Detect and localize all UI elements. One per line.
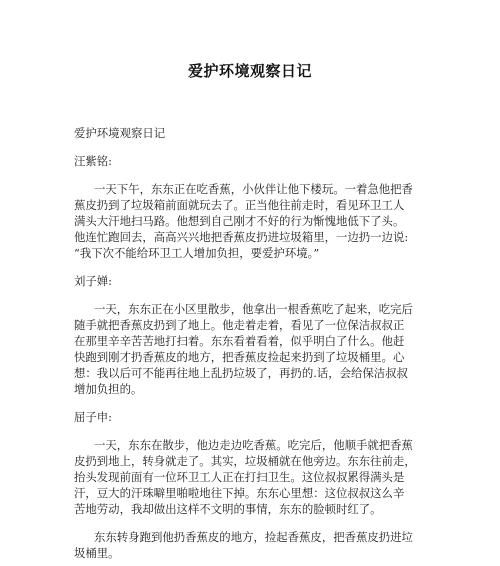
- paragraph-line: 汗，豆大的汗珠噼里啪啦地往下掉。东东心里想：这位叔叔这么辛: [74, 486, 405, 500]
- paragraph-line: 一天，东东在散步，他边走边吃香蕉。吃完后，他顺手就把香蕉: [94, 438, 413, 452]
- paragraph-line: 皮扔到地上，转身就走了。其实，垃圾桶就在他旁边。东东往前走，: [74, 454, 416, 468]
- paragraph-line: 随手就把香蕉皮扔到了地上。他走着走着，看见了一位保洁叔叔正: [74, 318, 405, 332]
- author-name: 刘子婵:: [74, 274, 113, 288]
- author-name: 屈子申:: [74, 410, 113, 424]
- paragraph-line: 快跑到刚才扔香蕉皮的地方，把香蕉皮捡起来扔到了垃圾桶里。心: [74, 350, 405, 364]
- paragraph-line: 东东转身跑到他扔香蕉皮的地方，捡起香蕉皮，把香蕉皮扔进垃: [94, 530, 413, 544]
- paragraph-line: 苦地劳动，我却做出这样不文明的事情，东东的脸顿时红了。: [74, 502, 382, 516]
- paragraph-line: 一天，东东正在小区里散步，他拿出一根香蕉吃了起来，吃完后: [94, 302, 413, 316]
- paragraph-line: 想：我以后可不能再往地上乱扔垃圾了，再扔的.话，会给保洁叔叔: [74, 366, 408, 380]
- paragraph-line: 抬头发现前面有一位环卫工人正在打扫卫生。这位叔叔累得满头是: [74, 470, 405, 484]
- paragraph-line: 满头大汗地扫马路。他想到自己刚才不好的行为惭愧地低下了头。: [74, 214, 405, 228]
- paragraph-line: 蕉皮扔到了垃圾箱前面就玩去了。正当他往前走时，看见环卫工人: [74, 198, 405, 212]
- paragraph-line: 一天下午，东东正在吃香蕉，小伙伴让他下楼玩。一着急他把香: [94, 182, 413, 196]
- subheading-line: 爱护环境观察日记: [74, 126, 166, 140]
- paragraph-line: 在那里辛辛苦苦地打扫着。东东看着看着，似乎明白了什么。他赶: [74, 334, 405, 348]
- document-title: 爱护环境观察日记: [187, 62, 312, 80]
- paragraph-line: 圾桶里。: [74, 546, 120, 560]
- paragraph-line: “我下次不能给环卫工人增加负担，要爱护环境。”: [74, 246, 320, 260]
- paragraph-line: 他连忙跑回去，高高兴兴地把香蕉皮扔进垃圾箱里，一边扔一边说:: [74, 230, 409, 244]
- paragraph-line: 增加负担的。: [74, 382, 143, 396]
- author-name: 汪紫铭:: [74, 154, 113, 168]
